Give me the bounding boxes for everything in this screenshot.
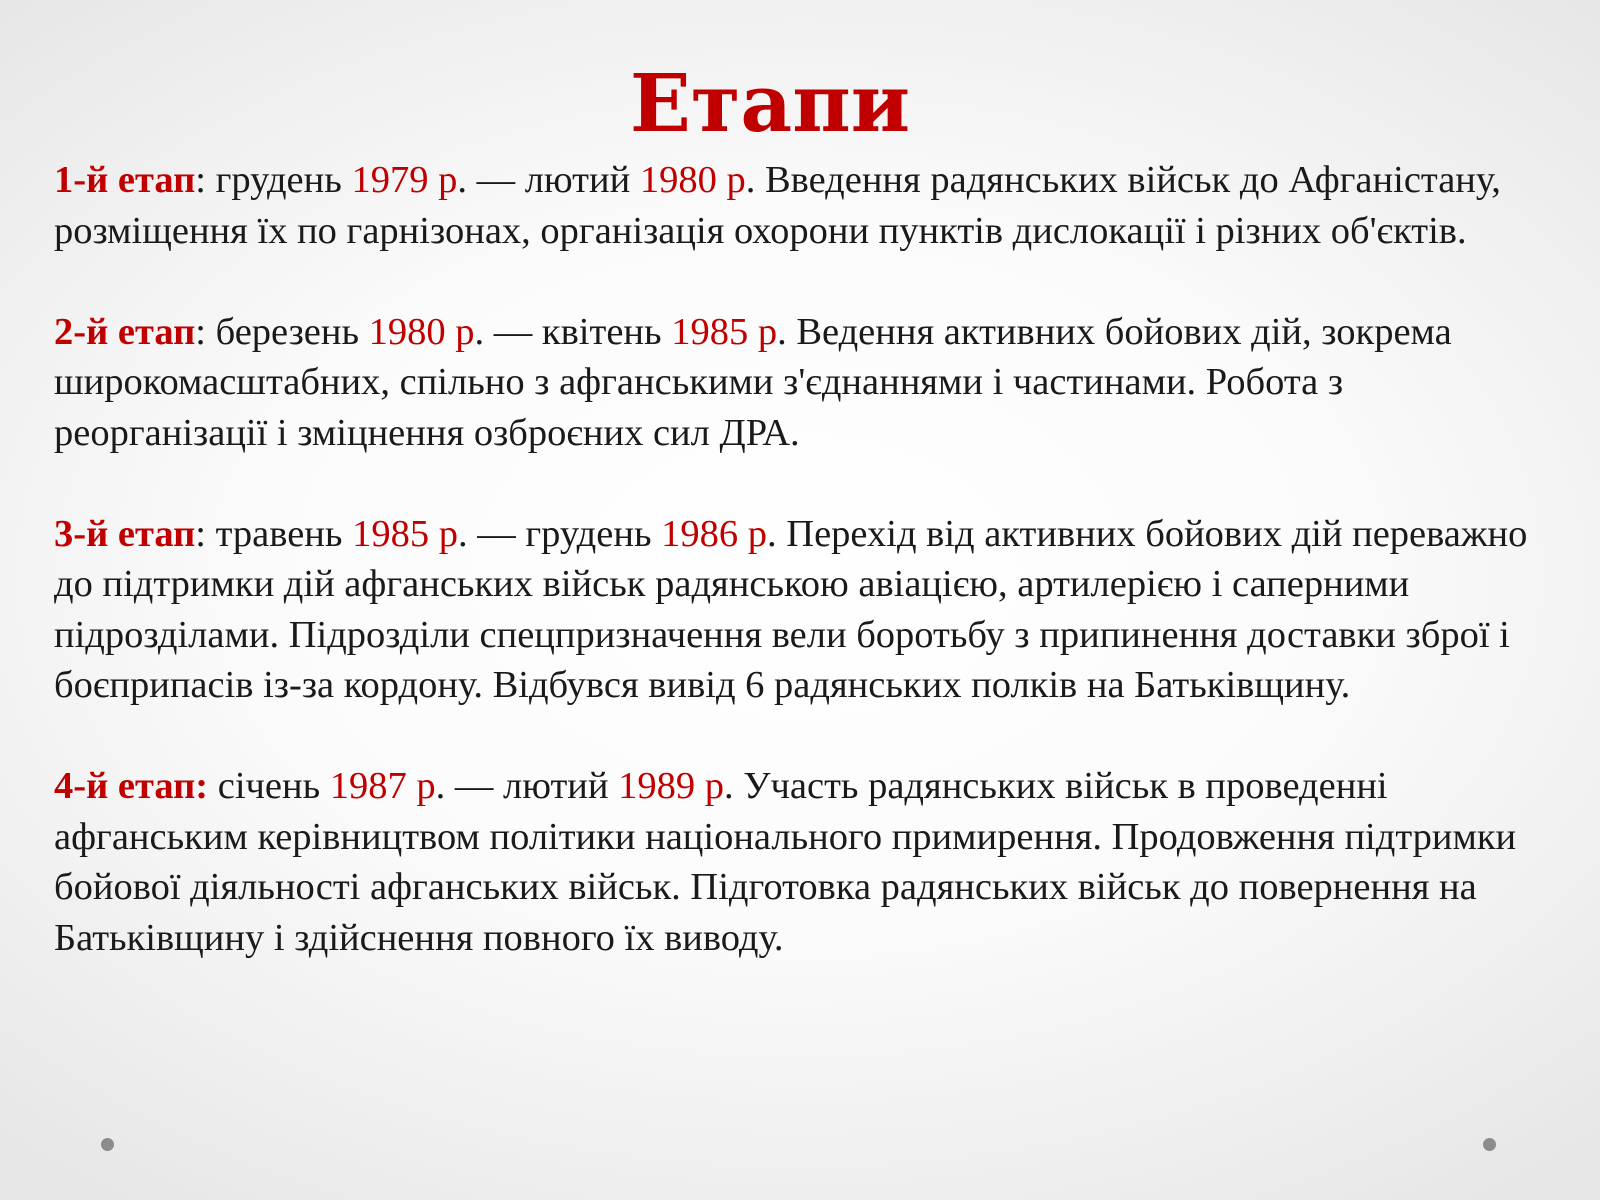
stage-month-to: лютий xyxy=(503,765,619,807)
stage-year-to: 1980 р xyxy=(639,159,746,201)
stage-year-from: 1985 р xyxy=(352,512,458,555)
stage-separator: : xyxy=(195,512,216,555)
stage-separator: : xyxy=(195,310,216,353)
stage-description: . Ведення активних бойових дій, зокрема широкомасштабних, спільно з афганськими з'єднаннями і частинами. Робота з реорганізації і зміцнення озброєних сил ДРА. xyxy=(54,310,1452,454)
stage-year-from: 1980 р xyxy=(368,310,475,353)
stage-year-to: 1989 р xyxy=(618,765,725,807)
stage-month-to: лютий xyxy=(524,159,640,201)
stage-dash: . — xyxy=(435,765,504,807)
stage-year-from: 1987 р xyxy=(329,765,436,807)
stage-year-to: 1985 р xyxy=(671,310,778,353)
stage-separator: : xyxy=(195,159,216,201)
stage-month-from: березень xyxy=(215,310,369,353)
stage-dash: . — xyxy=(457,512,526,555)
slide-title: Етапи xyxy=(629,56,911,150)
stage-dash: . — xyxy=(457,159,525,201)
stage-description: . Перехід від активних бойових дій переважно до підтримки дій афганських військ радянською авіацією, артилерією і саперними підрозділами. Підрозділи спецпризначення вели боротьбу з припинення доставки зброї і боєприпасів із-за кордону. Відбувся вивід 6 радянських полків на Батьківщину. xyxy=(54,512,1528,706)
stage-month-to: грудень xyxy=(525,512,662,555)
stage-4 xyxy=(54,761,1554,963)
stage-separator xyxy=(208,765,218,807)
stage-description: . Введення радянських військ до Афганістану, розміщення їх по гарнізонах, організація охорони пунктів дислокації і різних об'єктів. xyxy=(54,159,1501,252)
decorative-dot-left xyxy=(101,1138,114,1151)
stage-2 xyxy=(54,307,1554,459)
stage-month-from: травень xyxy=(215,512,353,555)
stage-label: 2-й етап xyxy=(54,310,196,353)
stage-label: 1-й етап xyxy=(54,159,196,201)
stage-year-from: 1979 р xyxy=(351,159,458,201)
stage-label: 4-й етап: xyxy=(54,765,209,807)
decorative-dot-right xyxy=(1483,1138,1496,1151)
stage-month-from: грудень xyxy=(215,159,352,201)
stage-3 xyxy=(54,509,1554,711)
stages-list xyxy=(54,155,1554,963)
stage-month-from: січень xyxy=(217,765,330,807)
stage-year-to: 1986 р xyxy=(661,512,768,555)
stage-description: . Участь радянських військ в проведенні афганським керівництвом політики національного примирення. Продовження підтримки бойової діяльності афганських військ. Підготовка радянських військ до повернення на Батьківщину і здійснення повного їх виводу. xyxy=(54,765,1517,959)
stage-1 xyxy=(54,155,1554,256)
stage-label: 3-й етап xyxy=(54,512,196,555)
stage-month-to: квітень xyxy=(541,310,672,353)
stage-dash: . — xyxy=(474,310,542,353)
